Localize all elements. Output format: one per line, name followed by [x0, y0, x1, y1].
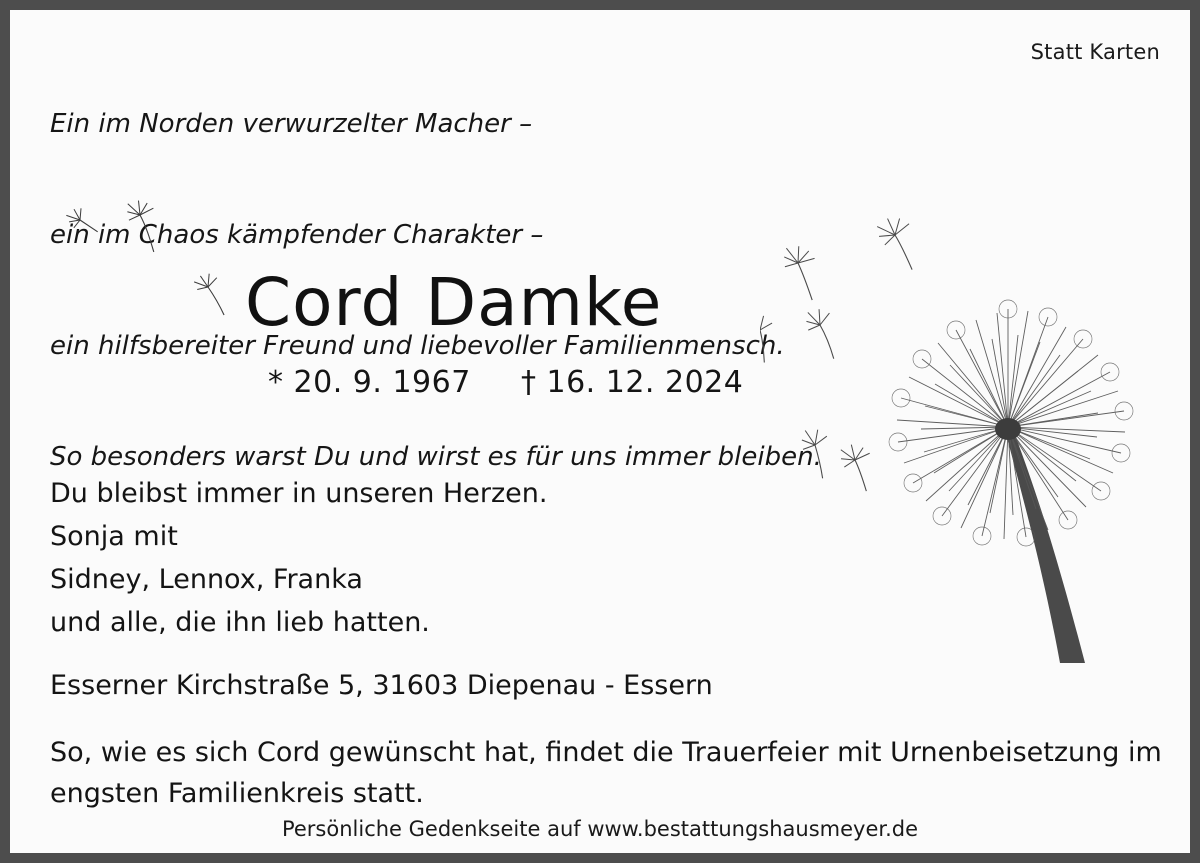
memory-line: Sidney, Lennox, Franka — [50, 564, 363, 595]
verse-line: So besonders warst Du und wirst es für uns immer bleiben. — [50, 442, 822, 472]
verse-line: Ein im Norden verwurzelter Macher – — [50, 109, 533, 139]
verse-line: ein im Chaos kämpfender Charakter – — [50, 220, 544, 250]
address-line: Esserner Kirchstraße 5, 31603 Diepenau - Essern — [50, 670, 713, 701]
memory-line: Sonja mit — [50, 521, 178, 552]
memory-block — [50, 472, 547, 644]
life-dates: * 20. 9. 1967 † 16. 12. 2024 — [268, 365, 744, 400]
verse-line: ein hilfsbereiter Freund und liebevoller Familienmensch. — [50, 331, 785, 361]
statt-karten-label: Statt Karten — [1030, 40, 1160, 64]
deceased-name: Cord Damke — [245, 264, 663, 341]
memory-line: und alle, die ihn lieb hatten. — [50, 607, 430, 638]
memorial-page-footer: Persönliche Gedenkseite auf www.bestattungshausmeyer.de — [281, 817, 919, 841]
funeral-note: So, wie es sich Cord gewünscht hat, findet die Trauerfeier mit Urnenbeisetzung im engsten Familienkreis statt. — [50, 737, 1162, 809]
memory-line: Du bleibst immer in unseren Herzen. — [50, 478, 548, 509]
dandelion-icon — [760, 195, 1190, 665]
